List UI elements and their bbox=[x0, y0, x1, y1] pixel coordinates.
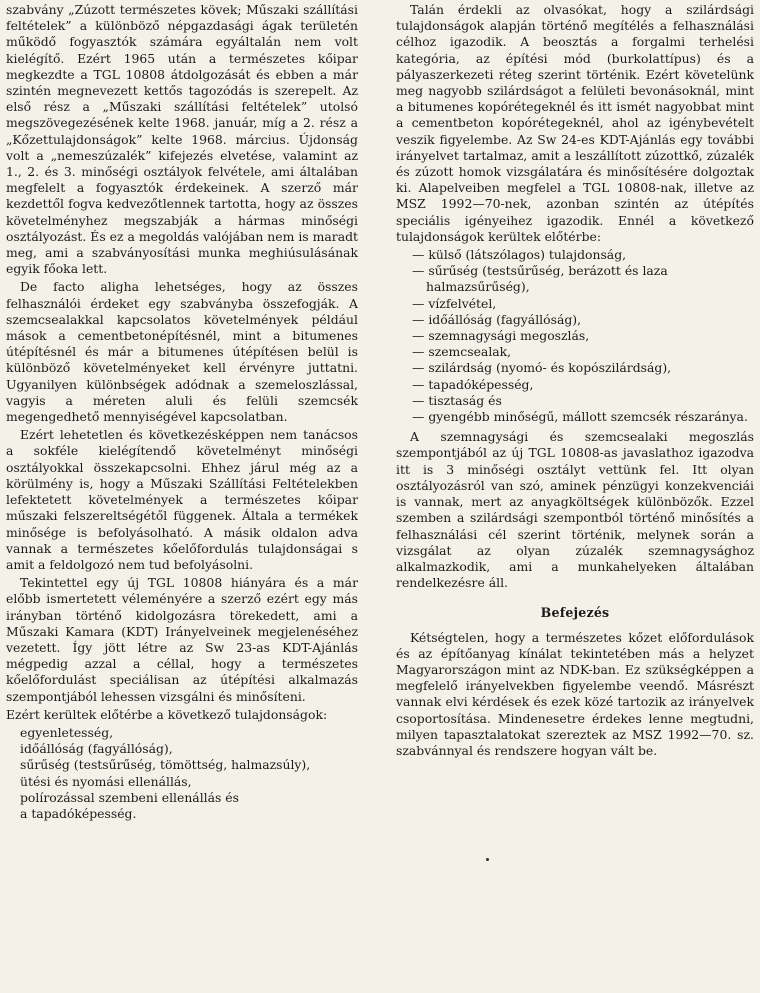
list-item: — szemcsealak, bbox=[412, 344, 512, 360]
list-item: — tisztaság és bbox=[412, 392, 502, 408]
list-item: sűrűség (testsűrűség, tömöttség, halmazsúly), bbox=[20, 757, 311, 773]
left-paragraph-4: Tekintettel egy új TGL 10808 hiányára és a már előbb ismertetett véleményére a szerző ezért egy más irányban történő kidolgozásra törekedett, ami a Műszaki Kamara (KDT) Irányelveinek megjelenéséhez vezetett. Így jött létre az Sw 23-as KDT-Ajánlás mégpedig azzal a céllal, hogy a természetes kőelőfordulást speciálisan az útépítési alkalmazás szempontjából lehessen vizsgálni és minősíteni. bbox=[6, 575, 358, 704]
right-paragraph-2: A szemnagysági és szemcsealaki megoszlás szempontjából az új TGL 10808-as javaslathoz igazodva itt is 3 minőségi osztályt vettünk fel. Itt olyan osztályozásról van szó, aminek pénzügyi konzekvenciái is vannak, mert az anyagköltségek különbözők. Ezzel szemben a szilárdsági szempontból történő minősítés a felhasználási cél szerint történik, melynek során a vizsgálat az olyan zúzalék szemnagysághoz alkalmazkodik, ami a munkahelyeken általában rendelkezésre áll. bbox=[396, 429, 754, 591]
property-dash-list bbox=[396, 247, 754, 425]
left-paragraph-1: szabvány „Zúzott természetes kövek; Műszaki szállítási feltételek” a különböző népgazdasági ágak területén működő fogyasztók számára egyáltalán nem volt kielégítő. Ezért 1965 után a természetes kőipar megkezdte a TGL 10808 átdolgozását és ebben a már szintén megnevezett kettős tagozódás is szerepelt. Az első rész a „Műszaki szállítási feltételek” utolsó megszövegezésének kelte 1968. január, míg a 2. rész a „Kőzettulajdonságok” kelte 1968. március. Újdonság volt a „nemeszúzalék” kifejezés elvetése, valamint az 1., 2. és 3. minőségi osztályok felvétele, ami általában megfelelt a fogyasztók érdekeinek. A szerző már kezdettől fogva kedvezőtlennek tartotta, hogy az összes követelményhez megszabják a hármas minőségi osztályozást. És ez a megoldás valójában nem is maradt meg, ami a szabványosítási munka meghiúsulásának egyik főoka lett. bbox=[6, 2, 358, 277]
left-paragraph-3: Ezért lehetetlen és következésképpen nem tanácsos a sokféle kielégítendő követelményt minőségi osztályokkal összekapcsolni. Ehhez járul még az a körülmény is, hogy a Műszaki Szállítási Feltételekben lefektetett követelmények a természetes kőipar műszaki felszereltségétől függenek. Általa a termékek minősége is befolyásolható. A másik oldalon adva vannak a természetes kőelőfordulás tulajdonságai s amit a feldolgozó nem tud befolyásolni. bbox=[6, 427, 358, 572]
list-item: ütési és nyomási ellenállás, bbox=[20, 773, 192, 789]
left-paragraph-2: De facto aligha lehetséges, hogy az összes felhasználói érdeket egy szabványba összefogják. A szemcsealakkal kapcsolatos követelmények például mások a cementbetonépítésnél, mint a bitumenes útépítésnél és már a bitumenes útépítésen belül is különböző követelményeket kell érvényre juttatni. Ugyanilyen különbségek adódnak a szemeloszlással, vagyis a méreten aluli és felüli szemcsék megengedhető mennyiségével kapcsolatban. bbox=[6, 279, 358, 425]
print-speck bbox=[486, 858, 489, 861]
list-item: — sűrűség (testsűrűség, berázott és laza halmazsűrűség), bbox=[412, 263, 668, 295]
list-item: — tapadóképesség, bbox=[412, 376, 534, 392]
list-item: — vízfelvétel, bbox=[412, 295, 497, 311]
left-paragraph-5: Ezért kerültek előtérbe a következő tulajdonságok: bbox=[6, 706, 328, 722]
list-item: — külső (látszólagos) tulajdonság, bbox=[412, 247, 627, 263]
property-list bbox=[6, 725, 358, 822]
right-paragraph-1: Talán érdekli az olvasókat, hogy a szilárdsági tulajdonságok alapján történő megítélés a felhasználási célhoz igazodik. A beosztás a forgalmi terhelési kategória, az építési mód (burkolattípus) és a pályaszerkezeti réteg szerint történik. Ezért követelünk meg nagyobb szilárdságot a felületi bevonásoknál, mint a bitumenes kopórétegeknél és itt ismét nagyobbat mint a cementbeton kopórétegeknél, ahol az igénybevételt veszik figyelembe. Az Sw 24-es KDT-Ajánlás egy további irányelvet tartalmaz, amit a leszállított zúzottkő, zúzalék és zúzott homok vizsgálatára és minősítésére dolgoztak ki. Alapelveiben megfelel a TGL 10808-nak, illetve az MSZ 1992—70-nek, azonban szintén az útépítés speciális igényeihez igazodik. Ennél a következő tulajdonságok kerültek előtérbe: bbox=[396, 2, 754, 244]
list-item: polírozással szembeni ellenállás és bbox=[20, 789, 239, 805]
list-item: — időállóság (fagyállóság), bbox=[412, 311, 582, 327]
list-item: a tapadóképesség. bbox=[20, 805, 137, 821]
list-item: egyenletesség, bbox=[20, 724, 114, 740]
left-column bbox=[6, 2, 358, 826]
right-column bbox=[396, 2, 754, 761]
list-item: időállóság (fagyállóság), bbox=[20, 741, 173, 757]
section-heading: Befejezés bbox=[540, 605, 610, 621]
right-paragraph-3: Kétségtelen, hogy a természetes kőzet előfordulások és az építőanyag kínálat tekintetében más a helyzet Magyarországon mint az NDK-ban. Ez szükségképpen a megfelelő irányelvekben figyelembe veendő. Másrészt vannak elvi kérdések és ezek közé tartozik az irányelvek csoportosítása. Mindenesetre érdekes lenne megtudni, milyen tapasztalatokat szereztek az MSZ 1992—70. sz. szabvánnyal és rendszere hogyan vált be. bbox=[396, 629, 754, 758]
list-item: — szemnagysági megoszlás, bbox=[412, 328, 590, 344]
list-item: — gyengébb minőségű, mállott szemcsék részaránya. bbox=[412, 409, 748, 425]
list-item: — szilárdság (nyomó- és kopószilárdság), bbox=[412, 360, 672, 376]
